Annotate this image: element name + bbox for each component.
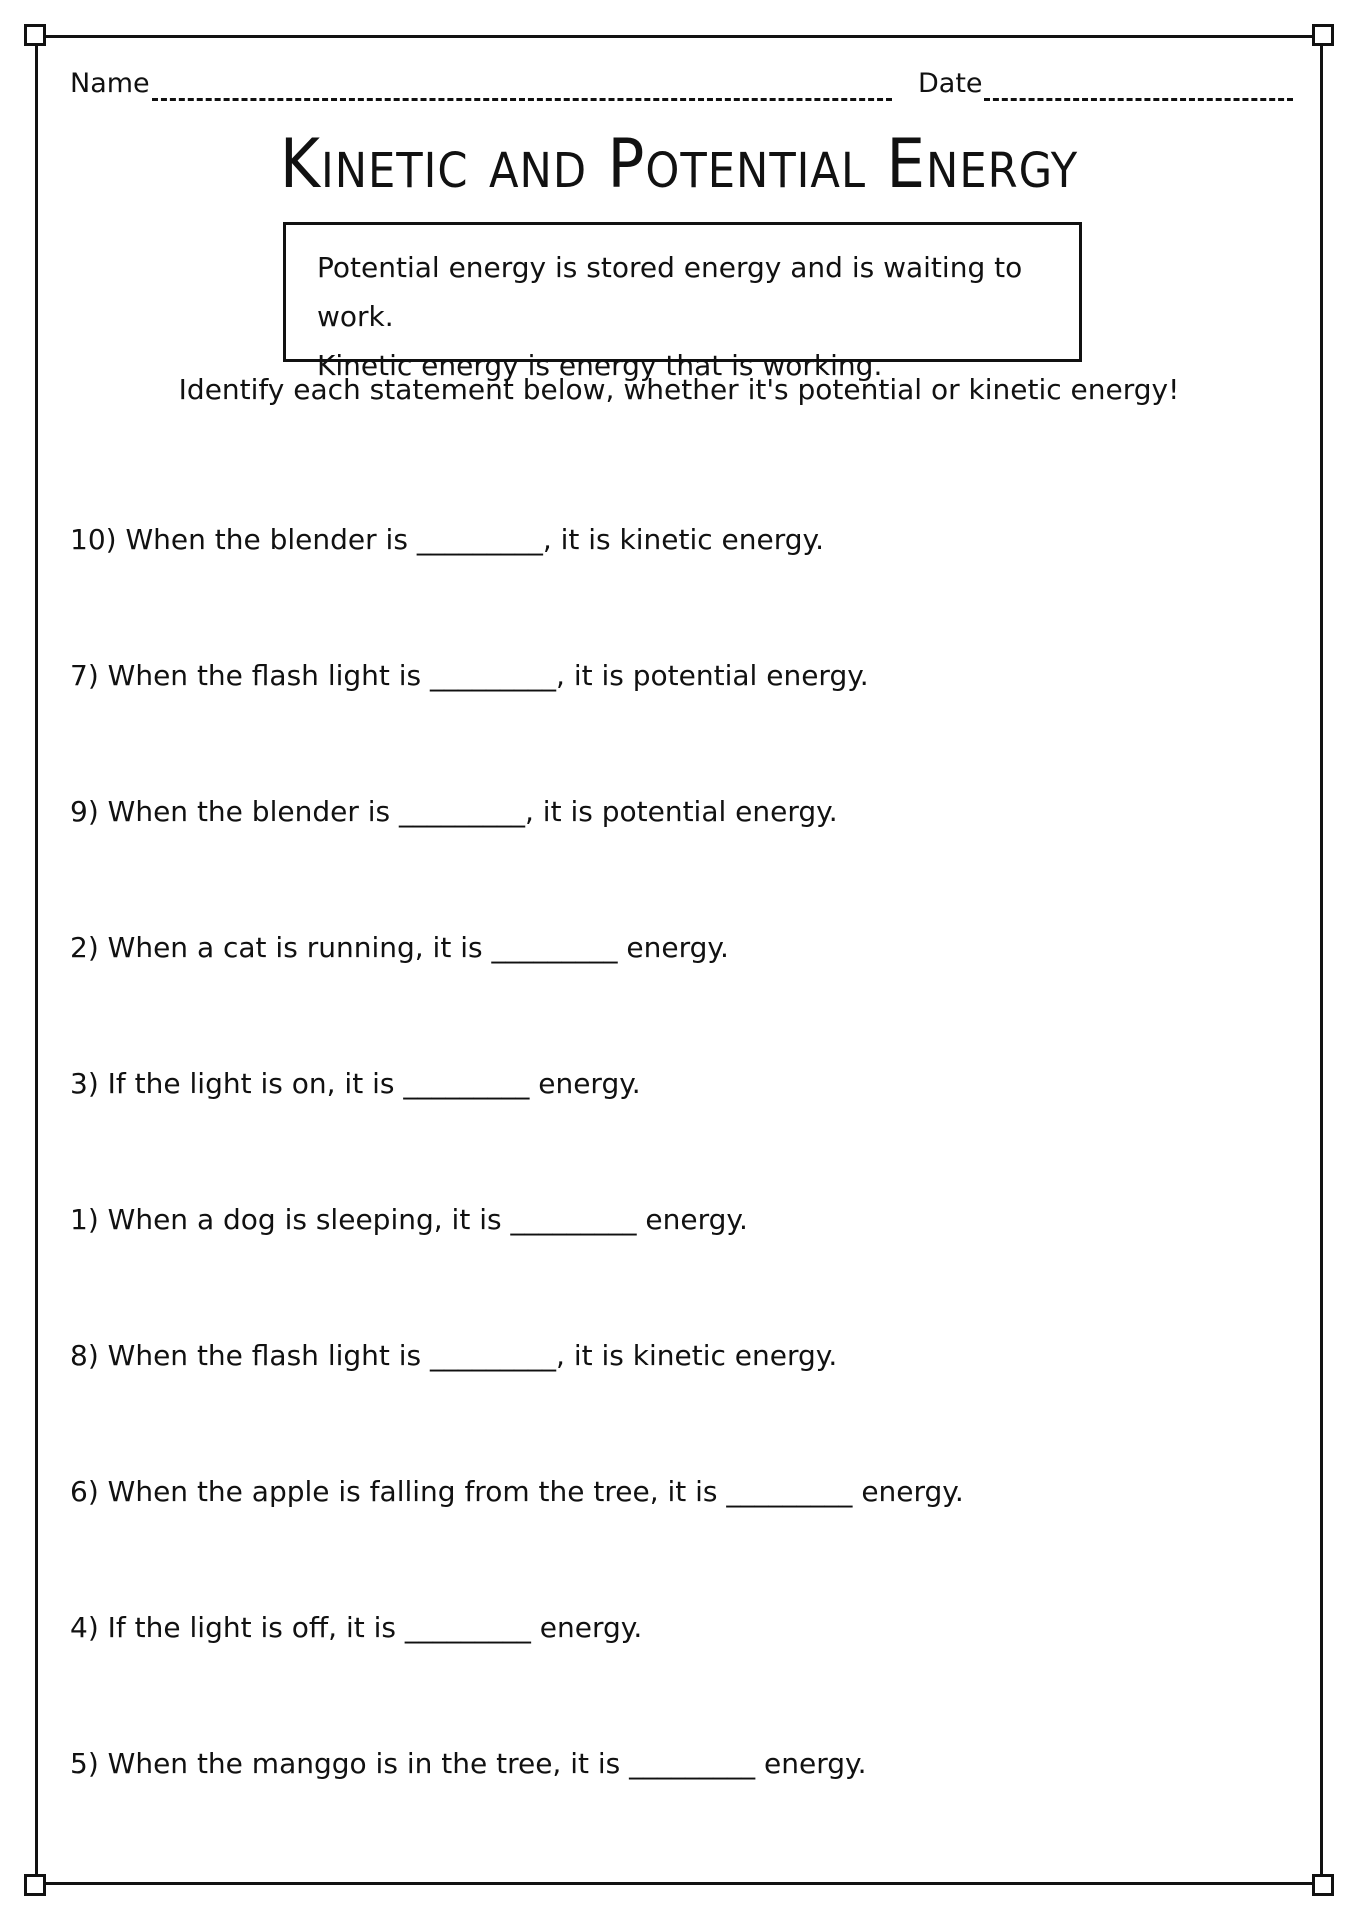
question-item: 2) When a cat is running, it is _________ energy. [70, 931, 729, 964]
corner-square-bottom-right [1312, 1874, 1334, 1896]
date-blank-line[interactable] [984, 98, 1293, 101]
corner-square-top-left [24, 24, 46, 46]
definition-kinetic: Kinetic energy is energy that is working. [317, 349, 883, 382]
question-item: 6) When the apple is falling from the tree, it is _________ energy. [70, 1475, 964, 1508]
worksheet-title: Kinetic and Potential Energy [279, 125, 1079, 204]
question-item: 3) If the light is on, it is _________ energy. [70, 1067, 641, 1100]
question-item: 10) When the blender is _________, it is kinetic energy. [70, 523, 825, 556]
header-fields [70, 68, 1295, 108]
name-label: Name [70, 68, 150, 99]
definition-box [283, 222, 1082, 382]
instruction-text: Identify each statement below, whether it's potential or kinetic energy! [178, 373, 1180, 406]
question-item: 9) When the blender is _________, it is potential energy. [70, 795, 838, 828]
question-item: 4) If the light is off, it is _________ energy. [70, 1611, 643, 1644]
name-blank-line[interactable] [152, 98, 892, 101]
definition-potential: Potential energy is stored energy and is waiting to work. [317, 251, 1023, 333]
question-list [70, 520, 1270, 1880]
question-item: 1) When a dog is sleeping, it is _________ energy. [70, 1203, 748, 1236]
corner-square-bottom-left [24, 1874, 46, 1896]
question-item: 5) When the manggo is in the tree, it is _________ energy. [70, 1747, 867, 1780]
question-item: 8) When the flash light is _________, it is kinetic energy. [70, 1339, 838, 1372]
date-label: Date [918, 68, 983, 99]
question-item: 7) When the flash light is _________, it is potential energy. [70, 659, 869, 692]
corner-square-top-right [1312, 24, 1334, 46]
